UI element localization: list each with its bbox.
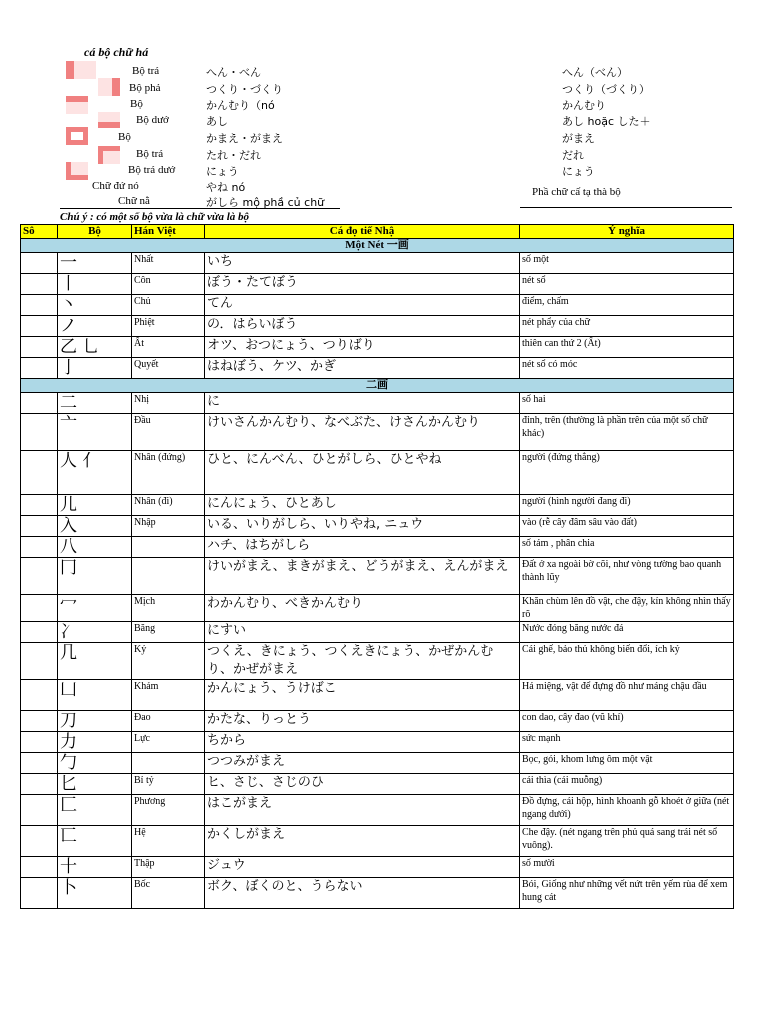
legend-reading: つくり・づくり [206,83,283,96]
cell-meaning: cái thìa (cái muỗng) [520,774,734,795]
legend-reading: あし [206,115,228,128]
cell-radical: 力 [58,732,132,753]
cell-reading: わかんむり、べきかんむり [205,595,520,622]
cell-han-viet: Khảm [132,680,205,711]
cell-number [21,274,58,295]
section-title: 二画 [21,379,734,393]
cell-number [21,878,58,909]
cell-radical: 十 [58,857,132,878]
legend-reading: かまえ・がまえ [206,132,283,145]
cell-number [21,680,58,711]
cell-reading: かんにょう、うけばこ [205,680,520,711]
cell-number [21,253,58,274]
cell-han-viet: Bốc [132,878,205,909]
table-row [21,795,734,826]
legend-label: Chữ đứ nó [92,180,139,192]
cell-number [21,393,58,414]
cell-reading: の．はらいぼう [205,316,520,337]
cell-meaning: Bọc, gói, khom lưng ôm một vật [520,753,734,774]
cell-han-viet: Phiệt [132,316,205,337]
cell-reading: ちから [205,732,520,753]
cell-radical: 刀 [58,711,132,732]
cell-han-viet: Băng [132,622,205,643]
cell-number [21,558,58,595]
cell-number [21,495,58,516]
legend-divider [520,207,732,208]
cell-radical: 亅 [58,358,132,379]
cell-han-viet: Quyết [132,358,205,379]
cell-han-viet: Đao [132,711,205,732]
cell-radical: 一 [58,253,132,274]
table-row [21,516,734,537]
cell-meaning: Cái ghế, bảo thủ không biến đổi, ích kỷ [520,643,734,680]
legend-right: だれ [562,149,584,162]
cell-number [21,826,58,857]
legend-right: へん（べん） [562,66,628,79]
cell-radical: 冫 [58,622,132,643]
cell-han-viet: Đầu [132,414,205,451]
cell-han-viet: Mịch [132,595,205,622]
cell-radical: 卜 [58,878,132,909]
cell-meaning: nét sổ [520,274,734,295]
table-row [21,826,734,857]
note-text: Chú ý : có một số bộ vừa là chữ vừa là bộ [60,211,250,223]
cell-number [21,711,58,732]
header-so: Sô [21,225,58,239]
cell-radical: 八 [58,537,132,558]
table-row [21,537,734,558]
cell-han-viet: Nhị [132,393,205,414]
legend-row [0,179,768,195]
cell-radical: 亠 [58,414,132,451]
legend-row [0,81,768,97]
table-row [21,358,734,379]
legend-right: つくり（づくり） [562,83,650,96]
cell-han-viet [132,753,205,774]
cell-meaning: nét phẩy của chữ [520,316,734,337]
cell-radical: 匕 [58,774,132,795]
cell-meaning: số mười [520,857,734,878]
legend-label: Bộ [118,131,131,143]
cell-han-viet: Kỷ [132,643,205,680]
table-row [21,316,734,337]
cell-radical: 人 亻 [58,451,132,495]
cell-han-viet: Lực [132,732,205,753]
cell-number [21,316,58,337]
cell-reading: オツ、おつにょう、つりばり [205,337,520,358]
cell-han-viet: Thập [132,857,205,878]
legend-label: Bộ phả [129,82,161,94]
cell-han-viet: Chủ [132,295,205,316]
table-header-row [21,225,734,239]
cell-meaning: người (hình người đang đi) [520,495,734,516]
cell-number [21,414,58,451]
table-row [21,643,734,680]
cell-meaning: Khăn chùm lên đồ vật, che đậy, kín không nhìn thấy rõ [520,595,734,622]
legend-row [0,97,768,113]
table-row [21,274,734,295]
cell-radical: ノ [58,316,132,337]
cell-number [21,857,58,878]
table-row [21,295,734,316]
cell-number [21,732,58,753]
cell-meaning: Đồ đựng, cái hộp, hình khoanh gỗ khoét ở giữa (nét ngang dưới) [520,795,734,826]
section-header-row [21,239,734,253]
legend-reading: にょう [206,165,239,178]
cell-meaning: Nước đóng băng nước đá [520,622,734,643]
cell-radical: 儿 [58,495,132,516]
table-row [21,414,734,451]
cell-radical: 匚 [58,795,132,826]
cell-meaning: con dao, cây đao (vũ khí) [520,711,734,732]
cell-reading: つつみがまえ [205,753,520,774]
cell-number [21,358,58,379]
cell-radical: 入 [58,516,132,537]
cell-number [21,516,58,537]
legend-right: かんむり [562,99,606,112]
cell-reading: いち [205,253,520,274]
table-row [21,495,734,516]
table-row [21,393,734,414]
cell-han-viet: Bỉ tỷ [132,774,205,795]
legend-label: Bộ trá [136,148,164,160]
cell-reading: つくえ、きにょう、つくえきにょう、かぜかんむり、かぜがまえ [205,643,520,680]
legend-label: Chữ nằ [118,195,150,207]
legend-right: あし hoặc した＋ [562,115,651,128]
radical-legend [0,0,768,215]
cell-radical: 勹 [58,753,132,774]
section-title: Một Nét 一画 [21,239,734,253]
legend-reading: やね nó [206,181,246,194]
cell-reading: にんにょう、ひとあし [205,495,520,516]
cell-number [21,595,58,622]
cell-radical: 丨 [58,274,132,295]
cell-radical: 匸 [58,826,132,857]
legend-reading: がしら mộ phầ củ chữ [206,196,325,209]
cell-radical: 几 [58,643,132,680]
legend-label: Bộ dướ [136,114,169,126]
legend-row [0,113,768,129]
cell-reading: に [205,393,520,414]
cell-meaning: điểm, chấm [520,295,734,316]
cell-han-viet: Côn [132,274,205,295]
cell-han-viet: Nhập [132,516,205,537]
cell-number [21,537,58,558]
table-row [21,253,734,274]
cell-meaning: Đất ở xa ngoài bờ cõi, như vòng tường bao quanh thành lũy [520,558,734,595]
cell-han-viet: Phương [132,795,205,826]
cell-radical: 乙 乚 [58,337,132,358]
cell-meaning: Há miệng, vật để đựng đồ như máng chậu đầu [520,680,734,711]
cell-radical: 冂 [58,558,132,595]
header-meaning: Ý nghĩa [520,225,734,239]
cell-radical: 凵 [58,680,132,711]
cell-meaning: người (đứng thẳng) [520,451,734,495]
header-reading: Cá đọ tiế Nhậ [205,225,520,239]
cell-han-viet: Nhất [132,253,205,274]
cell-reading: てん [205,295,520,316]
cell-reading: ひと、にんべん、ひとがしら、ひとやね [205,451,520,495]
legend-right: がまえ [562,132,595,145]
legend-reading: たれ・だれ [206,149,261,162]
legend-right: にょう [562,165,595,178]
cell-han-viet: Hệ [132,826,205,857]
legend-title: cá bộ chữ há [84,45,149,59]
table-row [21,337,734,358]
cell-number [21,753,58,774]
legend-label: Bộ [130,98,143,110]
table-row [21,732,734,753]
table-row [21,753,734,774]
cell-radical: 冖 [58,595,132,622]
cell-meaning: số một [520,253,734,274]
note-underline [60,208,340,209]
legend-label: Bộ trá [132,65,160,77]
cell-reading: はこがまえ [205,795,520,826]
legend-row [0,64,768,80]
cell-meaning: vào (rễ cây đâm sâu vào đất) [520,516,734,537]
cell-reading: はねぼう、ケツ、かぎ [205,358,520,379]
cell-number [21,451,58,495]
table-row [21,878,734,909]
table-row [21,558,734,595]
cell-reading: かくしがまえ [205,826,520,857]
cell-meaning: số tám , phân chia [520,537,734,558]
cell-radical: 二 [58,393,132,414]
legend-label: Bộ trá dướ [128,164,176,176]
cell-reading: にすい [205,622,520,643]
table-row [21,622,734,643]
legend-reading: かんむり（nó [206,99,275,112]
table-body [21,239,734,909]
cell-number [21,295,58,316]
legend-reading: へん・べん [206,66,261,79]
cell-reading: けいがまえ、まきがまえ、どうがまえ、えんがまえ [205,558,520,595]
cell-reading: ヒ、さじ、さじのひ [205,774,520,795]
cell-number [21,622,58,643]
cell-han-viet: Ất [132,337,205,358]
table-row [21,774,734,795]
cell-number [21,795,58,826]
cell-reading: ぼう・たてぼう [205,274,520,295]
table-row [21,857,734,878]
legend-caption: Phầ chữ cấ tạ thà bộ [532,186,621,198]
cell-reading: ジュウ [205,857,520,878]
cell-han-viet [132,537,205,558]
cell-radical: 丶 [58,295,132,316]
cell-reading: かたな、りっとう [205,711,520,732]
table-row [21,451,734,495]
cell-reading: いる、いりがしら、いりやね, ニュウ [205,516,520,537]
table-row [21,595,734,622]
radical-table [20,224,734,909]
cell-number [21,774,58,795]
cell-meaning: nét sổ có móc [520,358,734,379]
cell-han-viet: Nhân (đứng) [132,451,205,495]
legend-row [0,130,768,146]
cell-han-viet [132,558,205,595]
cell-number [21,643,58,680]
header-bo: Bộ [58,225,132,239]
cell-reading: けいさんかんむり、なべぶた、けさんかんむり [205,414,520,451]
cell-reading: ボク、ぼくのと、うらない [205,878,520,909]
section-header-row [21,379,734,393]
cell-meaning: sức mạnh [520,732,734,753]
cell-meaning: số hai [520,393,734,414]
cell-reading: ハチ、はちがしら [205,537,520,558]
cell-meaning: thiên can thứ 2 (Ất) [520,337,734,358]
cell-meaning: đỉnh, trên (thường là phần trên của một số chữ khác) [520,414,734,451]
legend-row [0,163,768,179]
cell-meaning: Che đậy. (nét ngang trên phủ quá sang trái nét sổ vuông). [520,826,734,857]
cell-number [21,337,58,358]
table-row [21,680,734,711]
table-row [21,711,734,732]
legend-row [0,147,768,163]
header-han-viet: Hán Việt [132,225,205,239]
cell-meaning: Bói, Giống như những vết nứt trên yếm rùa để xem hung cát [520,878,734,909]
cell-han-viet: Nhân (đi) [132,495,205,516]
